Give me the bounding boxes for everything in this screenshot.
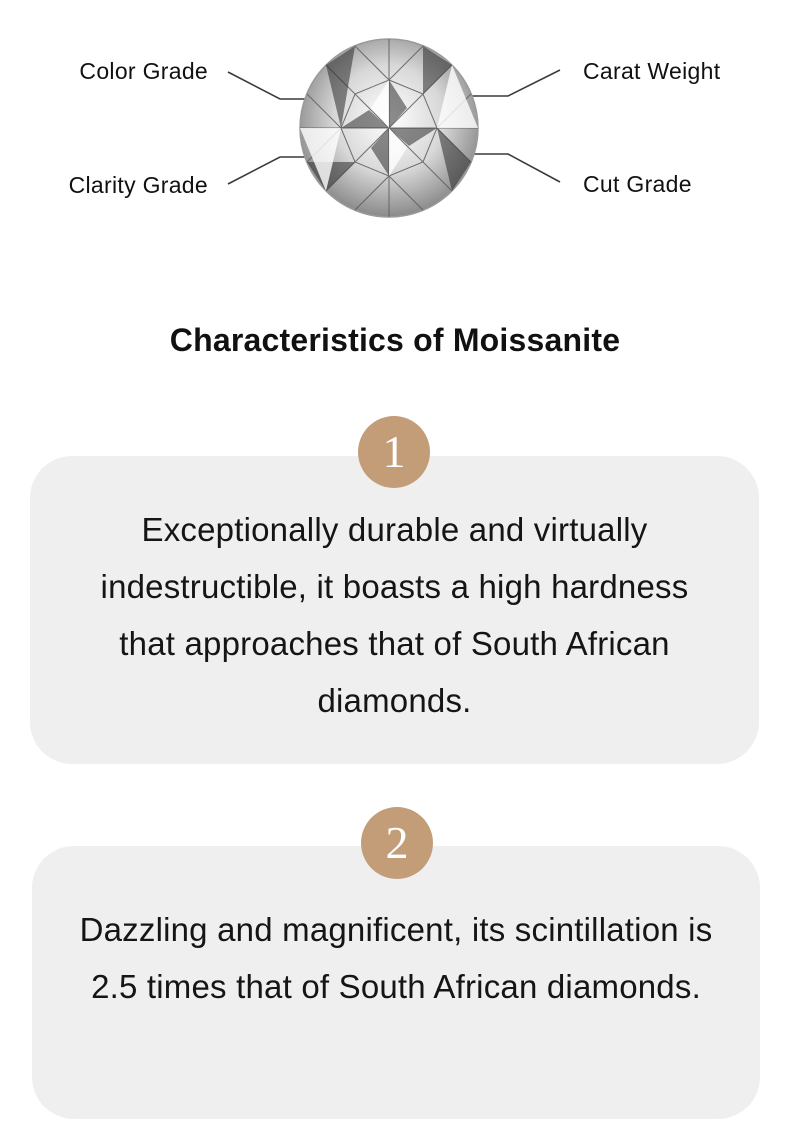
cut-grade-label: Cut Grade: [583, 171, 692, 197]
feature-card: [32, 846, 760, 1119]
carat-weight-leader: [470, 70, 560, 96]
feature-number-badge: 1: [358, 416, 430, 488]
section-title: Characteristics of Moissanite: [169, 322, 621, 358]
gem-diagram: [0, 0, 790, 260]
feature-description: Exceptionally durable and virtually indestructible, it boasts a high hardness that approaches that of South African diamonds.: [100, 511, 689, 719]
color-grade-label: Color Grade: [79, 58, 208, 84]
feature-number-badge: 2: [361, 807, 433, 879]
diamond-icon: [300, 39, 478, 217]
clarity-grade-label: Clarity Grade: [68, 172, 208, 198]
feature-card: [30, 456, 759, 764]
cut-grade-leader: [470, 154, 560, 182]
clarity-grade-leader: [228, 157, 312, 184]
carat-weight-label: Carat Weight: [583, 58, 721, 84]
feature-description: Dazzling and magnificent, its scintillation is 2.5 times that of South African diamonds.: [79, 911, 713, 1005]
color-grade-leader: [228, 72, 312, 99]
gem-diagram-graphic: [0, 0, 790, 260]
